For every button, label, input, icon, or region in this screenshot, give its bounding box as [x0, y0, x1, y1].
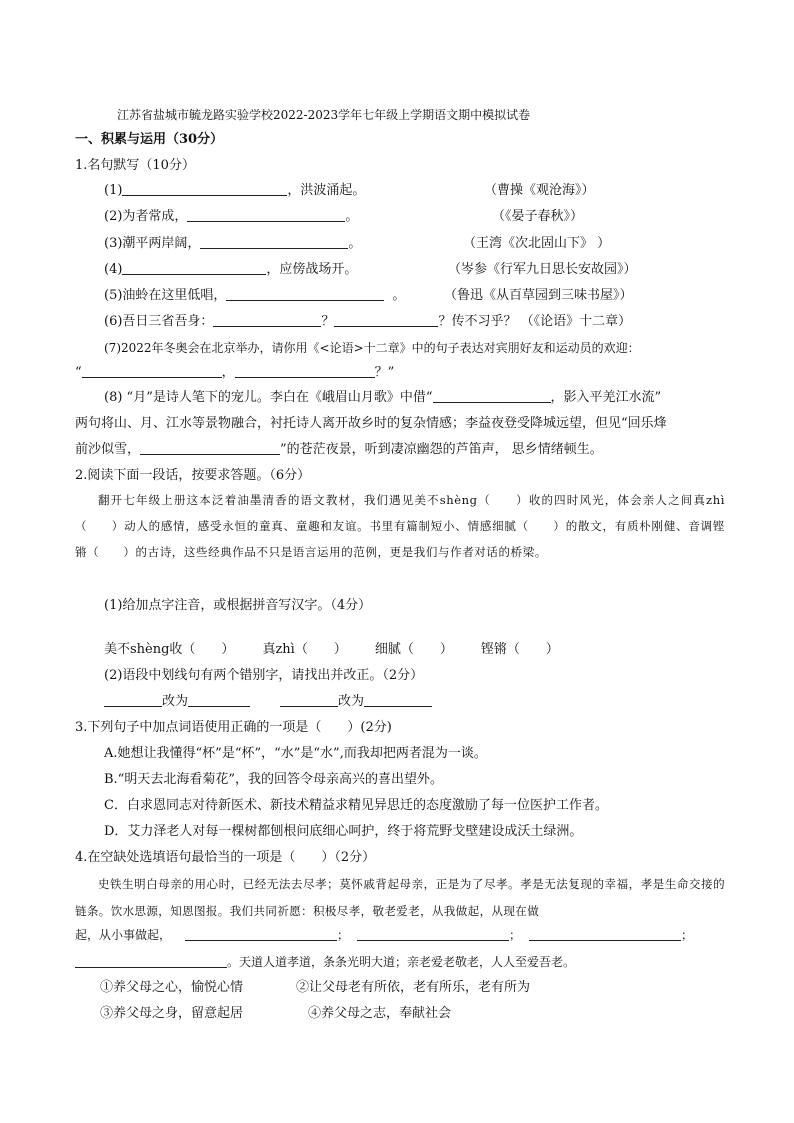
q4-heading: 4.在空缺处选填语句最恰当的一项是（ ）（2分） [75, 850, 376, 865]
exam-title: 江苏省盐城市毓龙路实验学校2022-2023学年七年级上学期语文期中模拟试卷 [117, 108, 531, 122]
line-text: (3)潮平两岸阔， [104, 236, 201, 251]
line-text: 改为 [338, 694, 365, 709]
q1-source-4: （岑参《行军九日思长安故园》） [448, 262, 637, 277]
line-text: ； [681, 928, 694, 942]
pinyin-item: 真zhì（ ） [262, 642, 347, 657]
q1-line-1 [104, 182, 365, 200]
line-text: “ [75, 365, 82, 380]
q3-option-c: C．白求恩同志对待新医术、新技术精益求精见异思迁的态度激励了每一位医护工作者。 [104, 798, 608, 813]
answer-blank[interactable] [82, 364, 222, 378]
line-text: ，洪波涌起。 [287, 183, 366, 198]
line-text: (8) “月”是诗人笔下的宠儿。李白在《峨眉山月歌》中借“ [104, 390, 433, 405]
answer-blank[interactable] [364, 693, 432, 707]
q1-line-2 [104, 208, 358, 226]
answer-blank[interactable] [140, 441, 280, 455]
pinyin-item: 铿锵（ ） [480, 642, 559, 657]
q2-passage: 翻开七年级上册这本泛着油墨清香的语文教材，我们遇见美不shèng（ ）收的四时风光，体会亲人之间真zhì（ ）动人的感情，感受永恒的童真、童趣和友谊。书里有篇制短小、情感细腻（ ）的散文，有质朴刚健、音调铿锵（ ）的古诗，这些经典作品不只是语言运用的范例，更是我们与作者对话的桥梁。 [75, 493, 725, 559]
q4-passage-blanks [75, 926, 693, 944]
q4-option-1: ①养父母之心，愉悦心情 [100, 980, 244, 995]
q3-option-d: D．艾力泽老人对每一棵树都刨根问底细心呵护，终于将荒野戈壁建设成沃土绿洲。 [104, 824, 583, 839]
q1-line-7-answer [75, 364, 394, 382]
q1-line-3 [104, 235, 361, 253]
q4-option-4: ④养父母之志，奉献社会 [308, 1006, 452, 1021]
answer-blank[interactable] [280, 693, 338, 707]
q1-line-8-end [75, 441, 603, 459]
pinyin-item: 细腻（ ） [374, 642, 453, 657]
line-text: 前沙似雪， [75, 442, 141, 457]
line-text: 改为 [162, 694, 189, 709]
q1-line-8 [104, 389, 661, 407]
line-text: ”的苍茫夜景，听到凄凉幽怨的芦笛声， 思乡情绪顿生。 [280, 442, 603, 457]
line-text: ， [221, 365, 235, 380]
answer-blank[interactable] [529, 927, 681, 941]
line-text: ； [509, 928, 522, 942]
line-text: 。 [348, 236, 362, 251]
line-text: ，应傍战场开。 [266, 262, 358, 277]
line-text: (4) [104, 262, 123, 277]
line-text: (6)吾日三省吾身： [104, 314, 214, 329]
q1-line-7: (7)2022年冬奥会在北京举办，请你用《<论语>十二章》中的句子表达对宾朋好友和运动员的欢迎： [104, 341, 640, 355]
q1-source-2: （《晏子春秋》） [492, 209, 584, 224]
q1-line-5 [104, 287, 405, 305]
line-text: ，影入平羌江水流” [550, 390, 662, 405]
q4-option-3: ③养父母之身，留意起居 [100, 1006, 244, 1021]
answer-blank[interactable] [433, 389, 551, 403]
pinyin-item: 美不shèng收（ ） [104, 642, 235, 657]
answer-blank[interactable] [185, 927, 337, 941]
section-heading: 一、积累与运用（30分） [75, 132, 224, 147]
q1-source-3: （王湾《次北固山下》 ） [463, 236, 611, 251]
q1-source-5: （鲁迅《从百草园到三味书屋》） [444, 288, 633, 303]
line-text: 。 [345, 209, 359, 224]
line-text: ？ [321, 314, 335, 329]
q1-line-6 [104, 313, 631, 331]
line-text: (2)为者常成， [104, 209, 188, 224]
q2-sub-2: (2)语段中划线句有两个错别字，请找出并改正。（2分） [104, 668, 424, 683]
answer-blank[interactable] [188, 693, 250, 707]
q4-passage: 史铁生明白母亲的用心时，已经无法去尽孝；莫怀戚背起母亲，正是为了尽孝。孝是无法复现的幸福，孝是生命交接的链条。饮水思源，知恩图报。我们共同祈愿：积极尽孝，敬老爱老，从我做起，从现在做 [75, 877, 725, 918]
q1-heading: 1.名句默写（10分） [75, 158, 195, 173]
answer-blank[interactable] [213, 313, 321, 327]
q1-line-8-cont: 两句将山、月、江水等景物融合，衬托诗人离开故乡时的复杂情感；李益夜登受降城远望，但见“回乐烽 [75, 416, 667, 431]
line-text: 起，从小事做起， [75, 928, 172, 942]
line-text: ？传不习乎？ （《论语》十二章） [438, 314, 632, 329]
answer-blank[interactable] [104, 693, 162, 707]
q2-fix-row [104, 693, 432, 711]
line-text: (1) [104, 183, 123, 198]
answer-blank[interactable] [122, 182, 287, 196]
answer-blank[interactable] [200, 235, 348, 249]
q1-line-4 [104, 261, 357, 279]
q2-pinyin-row [104, 641, 559, 659]
answer-blank[interactable] [75, 954, 227, 968]
line-text: ； [337, 928, 350, 942]
answer-blank[interactable] [187, 208, 345, 222]
answer-blank[interactable] [357, 927, 509, 941]
q4-passage-end [75, 953, 575, 971]
answer-blank[interactable] [122, 261, 266, 275]
line-text: ？” [374, 365, 395, 380]
q3-heading: 3.下列句子中加点词语使用正确的一项是（ ）(2分) [75, 720, 392, 735]
q3-option-b: B.“明天去北海看菊花”，我的回答令母亲高兴的喜出望外。 [104, 772, 443, 787]
q2-heading: 2.阅读下面一段话，按要求答题。（6分） [75, 468, 311, 483]
q1-source-1: （曹操《观沧海》） [484, 183, 595, 198]
q2-sub-1: (1)给加点字注音，或根据拼音写汉字。（4分） [104, 598, 372, 613]
line-text: 。天道人道孝道，条条光明大道；亲老爱老敬老，人人至爱吾老。 [227, 955, 576, 969]
line-text: (5)油蛉在这里低唱， [104, 288, 227, 303]
q3-option-a: A.她想让我懂得“杯”是“杯”，“水”是“水”,而我却把两者混为一谈。 [104, 746, 487, 761]
answer-blank[interactable] [235, 364, 375, 378]
answer-blank[interactable] [334, 313, 438, 327]
q4-option-2: ②让父母老有所依，老有所乐，老有所为 [296, 980, 531, 995]
answer-blank[interactable] [226, 287, 384, 301]
line-text: 。 [392, 288, 406, 303]
